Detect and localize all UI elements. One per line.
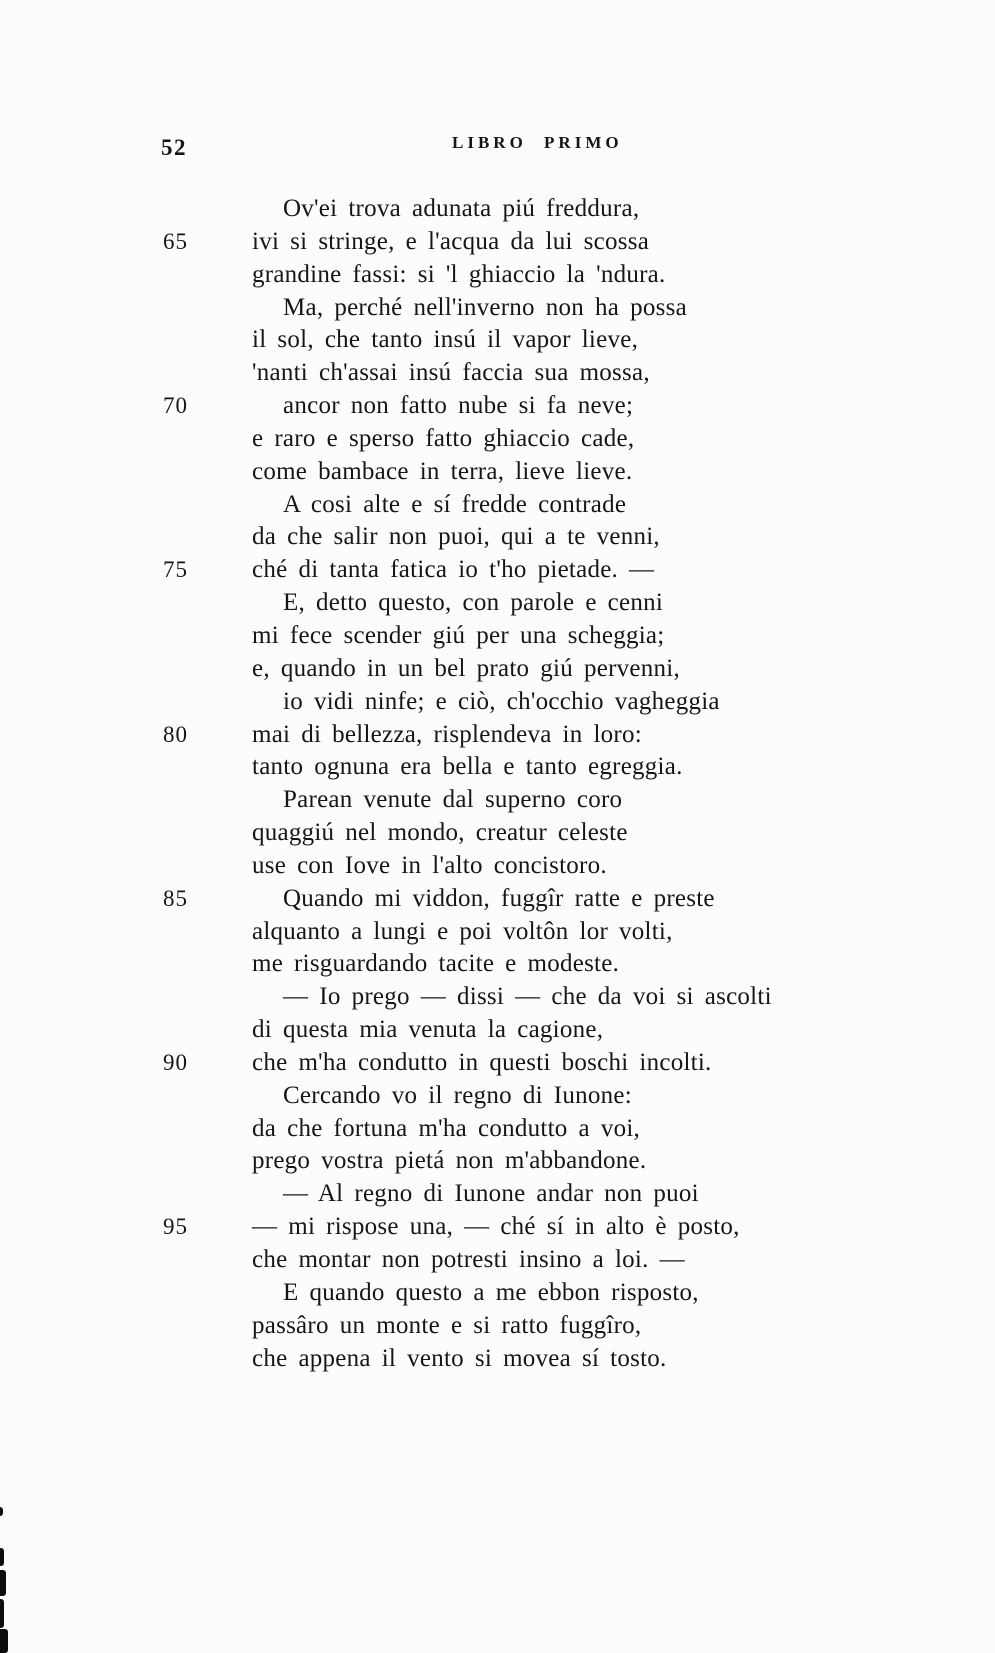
verse-text: di questa mia venuta la cagione, bbox=[252, 1016, 604, 1044]
verse-row bbox=[150, 1014, 950, 1047]
verse-text: Ma, perché nell'inverno non ha possa bbox=[283, 293, 687, 321]
verse-row bbox=[150, 357, 950, 390]
scan-ink-artifact bbox=[0, 1629, 8, 1653]
verse-row bbox=[150, 554, 950, 587]
verse-row bbox=[150, 850, 950, 883]
verse-text: che montar non potresti insino a loi. — bbox=[252, 1246, 685, 1273]
verse-text: me risguardando tacite e modeste. bbox=[252, 950, 620, 978]
verse-line-number: 85 bbox=[163, 885, 188, 911]
verse-text: Parean venute dal superno coro bbox=[283, 786, 623, 814]
verse-row bbox=[150, 521, 950, 554]
verse-row bbox=[150, 1145, 950, 1178]
verse-row bbox=[150, 226, 950, 259]
verse-line-number: 65 bbox=[163, 228, 188, 254]
verse-text: il sol, che tanto insú il vapor lieve, bbox=[252, 326, 639, 354]
verse-line-number: 90 bbox=[163, 1049, 188, 1075]
verse-row bbox=[150, 587, 950, 620]
verse-row bbox=[150, 1277, 950, 1310]
verse-row bbox=[150, 1047, 950, 1080]
verse-text: prego vostra pietá non m'abbandone. bbox=[252, 1147, 647, 1175]
verse-row bbox=[150, 1080, 950, 1113]
verse-row bbox=[150, 259, 950, 292]
verse-text: quaggiú nel mondo, creatur celeste bbox=[252, 819, 628, 847]
verse-line-number: 80 bbox=[163, 721, 188, 747]
verse-row bbox=[150, 193, 950, 226]
verse-text: A cosi alte e sí fredde contrade bbox=[283, 490, 627, 518]
verse-text: io vidi ninfe; e ciò, ch'occhio vagheggia bbox=[283, 687, 720, 715]
verse-row bbox=[150, 456, 950, 489]
verse-row bbox=[150, 1211, 950, 1244]
verse-text: Cercando vo il regno di Iunone: bbox=[283, 1081, 632, 1109]
verse-text: tanto ognuna era bella e tanto egreggia. bbox=[252, 753, 683, 781]
verse-text: E, detto questo, con parole e cenni bbox=[283, 589, 664, 617]
verse-text: grandine fassi: si 'l ghiaccio la 'ndura. bbox=[252, 260, 666, 288]
verse-row bbox=[150, 719, 950, 752]
verse-text: ancor non fatto nube si fa neve; bbox=[283, 392, 634, 420]
verse-text: che m'ha condutto in questi boschi incolti. bbox=[252, 1048, 712, 1076]
verse-text: da che fortuna m'ha condutto a voi, bbox=[252, 1114, 641, 1142]
verse-row bbox=[150, 948, 950, 981]
verse-row bbox=[150, 981, 950, 1014]
verse-text: — mi rispose una, — ché sí in alto è posto, bbox=[252, 1213, 740, 1241]
verse-text: che appena il vento si movea sí tosto. bbox=[252, 1344, 667, 1372]
verse-row bbox=[150, 423, 950, 456]
verse-row bbox=[150, 883, 950, 916]
scan-ink-artifact bbox=[0, 1570, 6, 1596]
verse-row bbox=[150, 817, 950, 850]
verse-row bbox=[150, 686, 950, 719]
verse-line-number: 75 bbox=[163, 557, 188, 583]
verse-row bbox=[150, 390, 950, 423]
verse-row bbox=[150, 1310, 950, 1343]
verse-row bbox=[150, 1178, 950, 1211]
scan-ink-artifact bbox=[0, 1507, 3, 1516]
verse-text: passâro un monte e si ratto fuggîro, bbox=[252, 1311, 642, 1339]
verse-text: Ov'ei trova adunata piú freddura, bbox=[283, 195, 640, 222]
verse-row bbox=[150, 916, 950, 949]
verse-row bbox=[150, 292, 950, 325]
verse-line-number: 95 bbox=[163, 1214, 188, 1240]
verse-row bbox=[150, 751, 950, 784]
verse-text: use con Iove in l'alto concistoro. bbox=[252, 851, 607, 879]
verse-row bbox=[150, 1113, 950, 1146]
scan-ink-artifact bbox=[0, 1548, 4, 1566]
poem bbox=[150, 193, 950, 1375]
verse-text: 'nanti ch'assai insú faccia sua mossa, bbox=[252, 359, 650, 387]
verse-row bbox=[150, 1343, 950, 1376]
verse-row bbox=[150, 1244, 950, 1277]
verse-row bbox=[150, 324, 950, 357]
verse-text: da che salir non puoi, qui a te venni, bbox=[252, 523, 660, 551]
page-number: 52 bbox=[161, 135, 187, 160]
verse-text: ivi si stringe, e l'acqua da lui scossa bbox=[252, 227, 650, 255]
verse-text: e, quando in un bel prato giú pervenni, bbox=[252, 654, 680, 682]
verse-row bbox=[150, 784, 950, 817]
scan-ink-artifact bbox=[0, 1599, 4, 1628]
verse-text: — Io prego — dissi — che da voi si ascolti bbox=[283, 983, 772, 1011]
verse-row bbox=[150, 653, 950, 686]
verse-text: mai di bellezza, risplendeva in loro: bbox=[252, 720, 642, 748]
verse-row bbox=[150, 489, 950, 522]
verse-text: Quando mi viddon, fuggîr ratte e preste bbox=[283, 884, 715, 912]
running-header: LIBRO PRIMO bbox=[452, 133, 623, 152]
verse-text: alquanto a lungi e poi voltôn lor volti, bbox=[252, 917, 673, 945]
verse-text: come bambace in terra, lieve lieve. bbox=[252, 457, 633, 485]
verse-text: ché di tanta fatica io t'ho pietade. — bbox=[252, 556, 655, 584]
verse-row bbox=[150, 620, 950, 653]
verse-line-number: 70 bbox=[163, 393, 188, 419]
verse-text: — Al regno di Iunone andar non puoi bbox=[283, 1180, 699, 1208]
verse-text: mi fece scender giú per una scheggia; bbox=[252, 621, 665, 649]
verse-text: e raro e sperso fatto ghiaccio cade, bbox=[252, 424, 635, 452]
verse-text: E quando questo a me ebbon risposto, bbox=[283, 1278, 699, 1306]
